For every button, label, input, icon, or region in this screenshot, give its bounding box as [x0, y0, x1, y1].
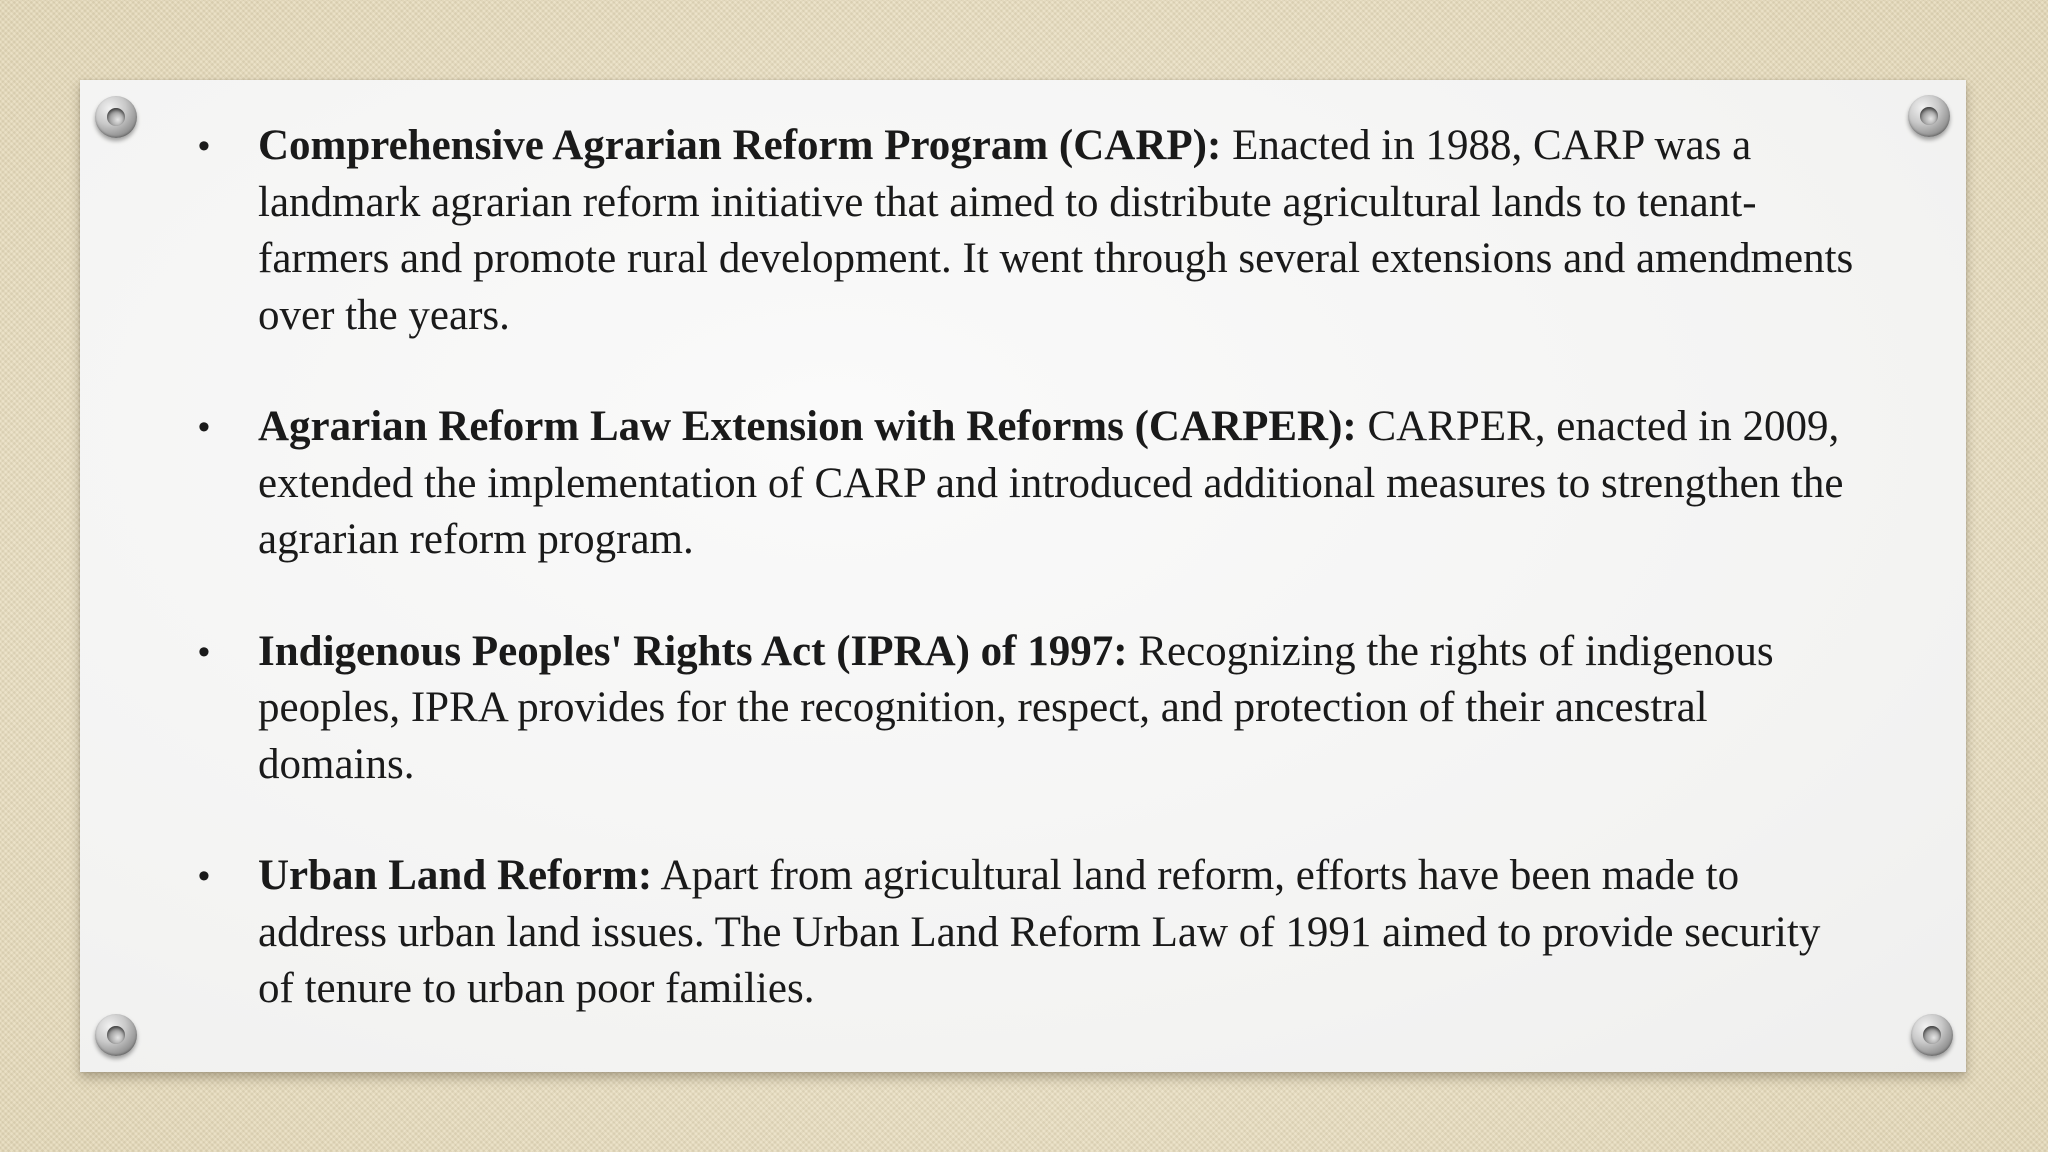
bullet-text: CARPER, enacted in 2009, extended the implementation of CARP and introduced additional measures to strengthen the agrarian reform program. — [258, 403, 1844, 563]
grommet-icon — [95, 1014, 137, 1056]
bullet-list — [198, 118, 1858, 1018]
bullet-term: Agrarian Reform Law Extension with Reforms (CARPER): — [258, 403, 1357, 450]
bullet-dot-icon: • — [198, 632, 210, 671]
grommet-icon — [1908, 95, 1950, 137]
bullet-text: Enacted in 1988, CARP was a landmark agrarian reform initiative that aimed to distribute agricultural lands to tenant-farmers and promote rural development. It went through several extensions and amendments over the years. — [258, 122, 1854, 339]
bullet-dot-icon: • — [198, 408, 210, 446]
bullet-dot-icon: • — [198, 127, 210, 165]
bullet-text: Recognizing the rights of indigenous peoples, IPRA provides for the recognition, respect, and protection of their ancestral domains. — [258, 627, 1774, 788]
bullet-term: Indigenous Peoples' Rights Act (IPRA) of 1997: — [258, 627, 1128, 675]
bullet-item-ipra — [198, 624, 1858, 794]
bullet-item-urban-land-reform — [198, 848, 1858, 1018]
grommet-icon — [1911, 1014, 1953, 1056]
grommet-icon — [95, 96, 137, 138]
bullet-text: Apart from agricultural land reform, efforts have been made to address urban land issues. The Urban Land Reform Law of 1991 aimed to provide security of tenure to urban poor families. — [258, 852, 1821, 1012]
bullet-item-carper — [198, 399, 1858, 569]
bullet-term: Comprehensive Agrarian Reform Program (CARP): — [258, 122, 1222, 169]
bullet-item-carp — [198, 118, 1858, 344]
bullet-term: Urban Land Reform: — [258, 852, 653, 899]
bullet-dot-icon: • — [198, 857, 210, 895]
